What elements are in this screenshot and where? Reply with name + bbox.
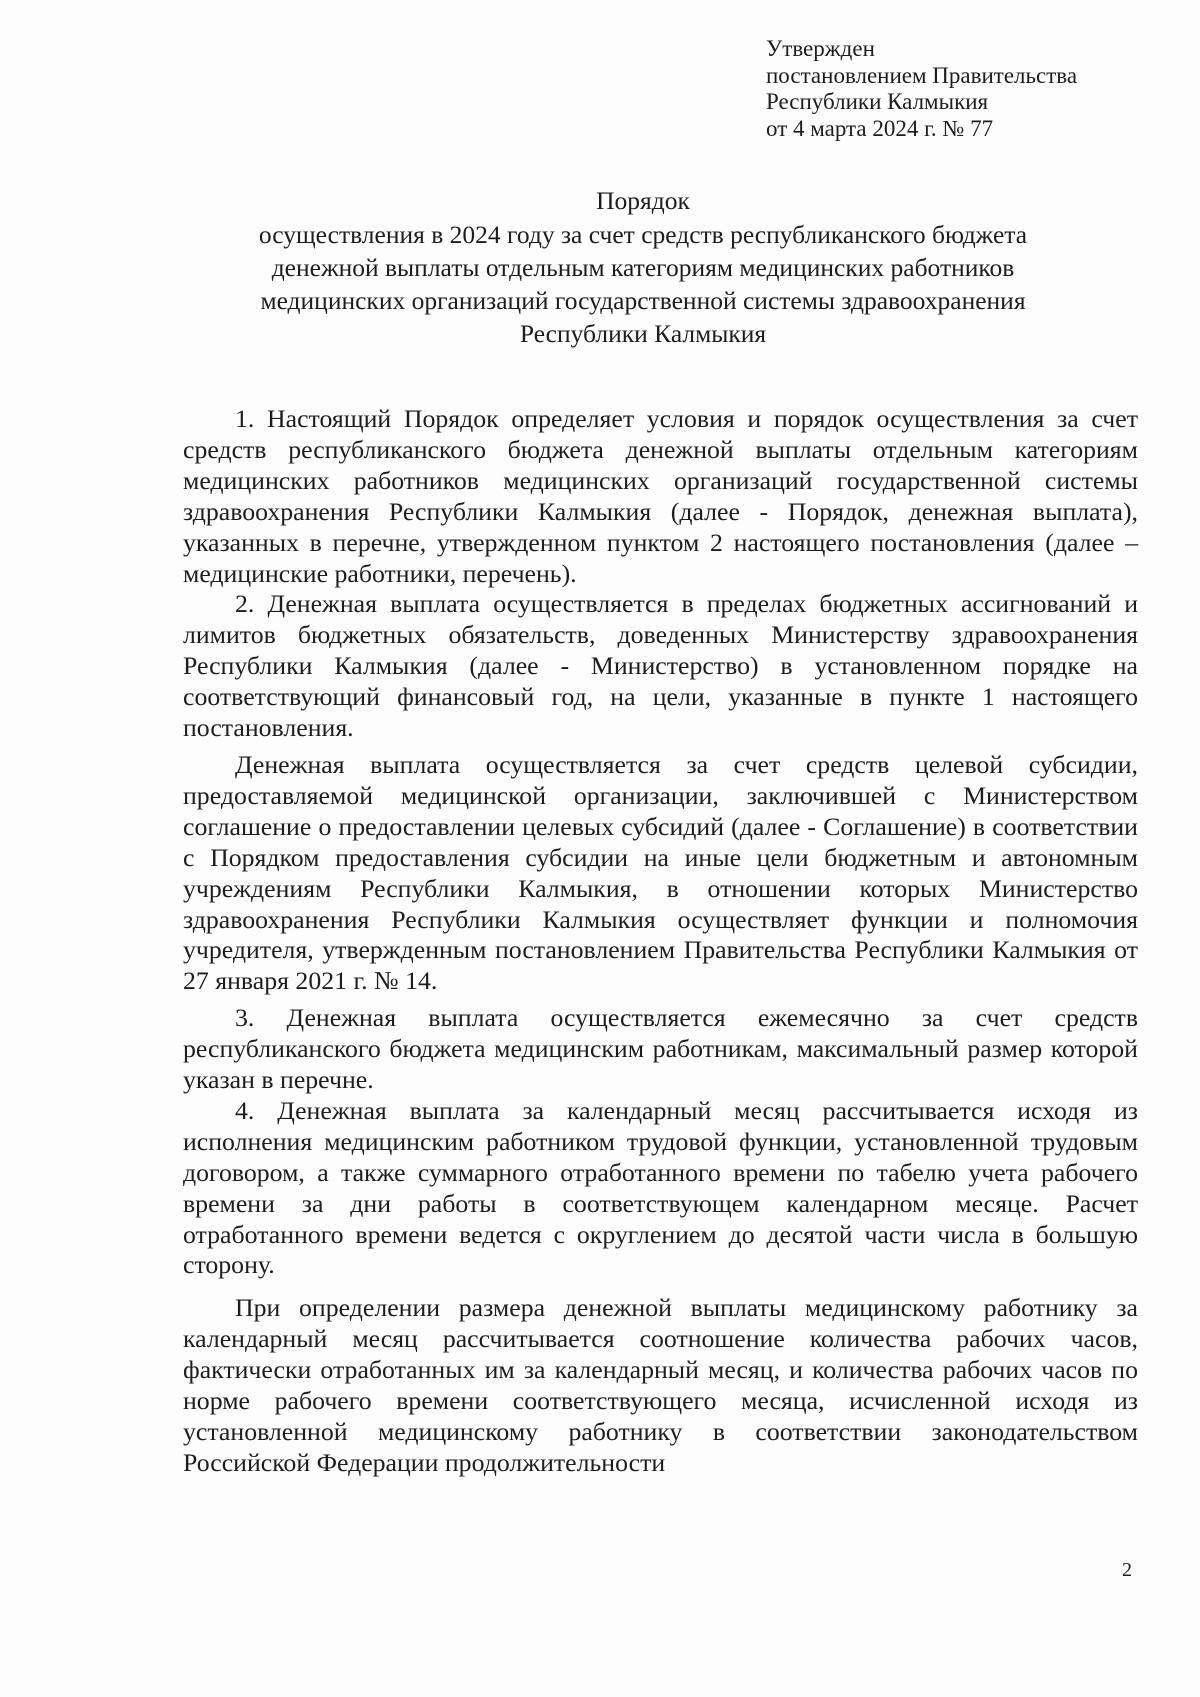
document-body (183, 404, 1138, 1479)
paragraph-3: 3. Денежная выплата осуществляется ежемесячно за счет средств республиканского бюджета медицинским работникам, максимальный размер которой указан в перечне. (183, 1003, 1138, 1095)
title-line: денежной выплаты отдельным категориям медицинских работников (271, 253, 1015, 282)
title-line: Республики Калмыкия (519, 319, 767, 348)
approval-stamp (766, 36, 1166, 142)
paragraph-4-calculation: При определении размера денежной выплаты медицинскому работнику за календарный месяц рассчитывается соотношение количества рабочих часов, фактически отработанных им за календарный месяц, и количества рабочих часов по норме рабочего времени соответствующего месяца, исчисленной исходя из установленной медицинскому работнику в соответствии законодательством Российской Федерации продолжительности (183, 1293, 1138, 1477)
approval-line: постановлением Правительства (766, 62, 1078, 88)
approval-line: Республики Калмыкия (766, 89, 989, 114)
paragraph-2-subsidy: Денежная выплата осуществляется за счет средств целевой субсидии, предоставляемой медицинской организации, заключившей с Министерством соглашение о предоставлении целевых субсидий (далее - Соглашение) в соответствии с Порядком предоставления субсидии на иные цели бюджетным и автономным учреждениям Республики Калмыкия, в отношении которых Министерство здравоохранения Республики Калмыкия осуществляет функции и полномочия учредителя, утвержденным постановлением Правительства Республики Калмыкия от 27 января 2021 г. № 14. (183, 749, 1138, 996)
approval-line: от 4 марта 2024 г. № 77 (766, 115, 994, 141)
approval-line: Утвержден (766, 36, 875, 61)
paragraph-4: 4. Денежная выплата за календарный месяц рассчитывается исходя из исполнения медицинским работником трудовой функции, установленной трудовым договором, а также суммарного отработанного времени по табелю учета рабочего времени за дни работы в соответствующем календарном месяце. Расчет отработанного времени ведется с округлением до десятой части числа в большую сторону. (183, 1095, 1138, 1280)
title-line: осуществления в 2024 году за счет средств республиканского бюджета (258, 220, 1028, 249)
title-line: медицинских организаций государственной системы здравоохранения (260, 286, 1026, 315)
paragraph-1: 1. Настоящий Порядок определяет условия и порядок осуществления за счет средств республиканского бюджета денежной выплаты отдельным категориям медицинских работников медицинских организаций государственной системы здравоохранения Республики Калмыкия (далее - Порядок, денежная выплата), указанных в перечне, утвержденном пунктом 2 настоящего постановления (далее – медицинские работники, перечень). (183, 404, 1138, 588)
paragraph-2: 2. Денежная выплата осуществляется в пределах бюджетных ассигнований и лимитов бюджетных обязательств, доведенных Министерству здравоохранения Республики Калмыкия (далее - Министерство) в установленном порядке на соответствующий финансовый год, на цели, указанные в пункте 1 настоящего постановления. (183, 589, 1138, 743)
page-number: 2 (1122, 1559, 1132, 1581)
title-heading: Порядок (596, 186, 690, 215)
document-title (180, 184, 1106, 350)
